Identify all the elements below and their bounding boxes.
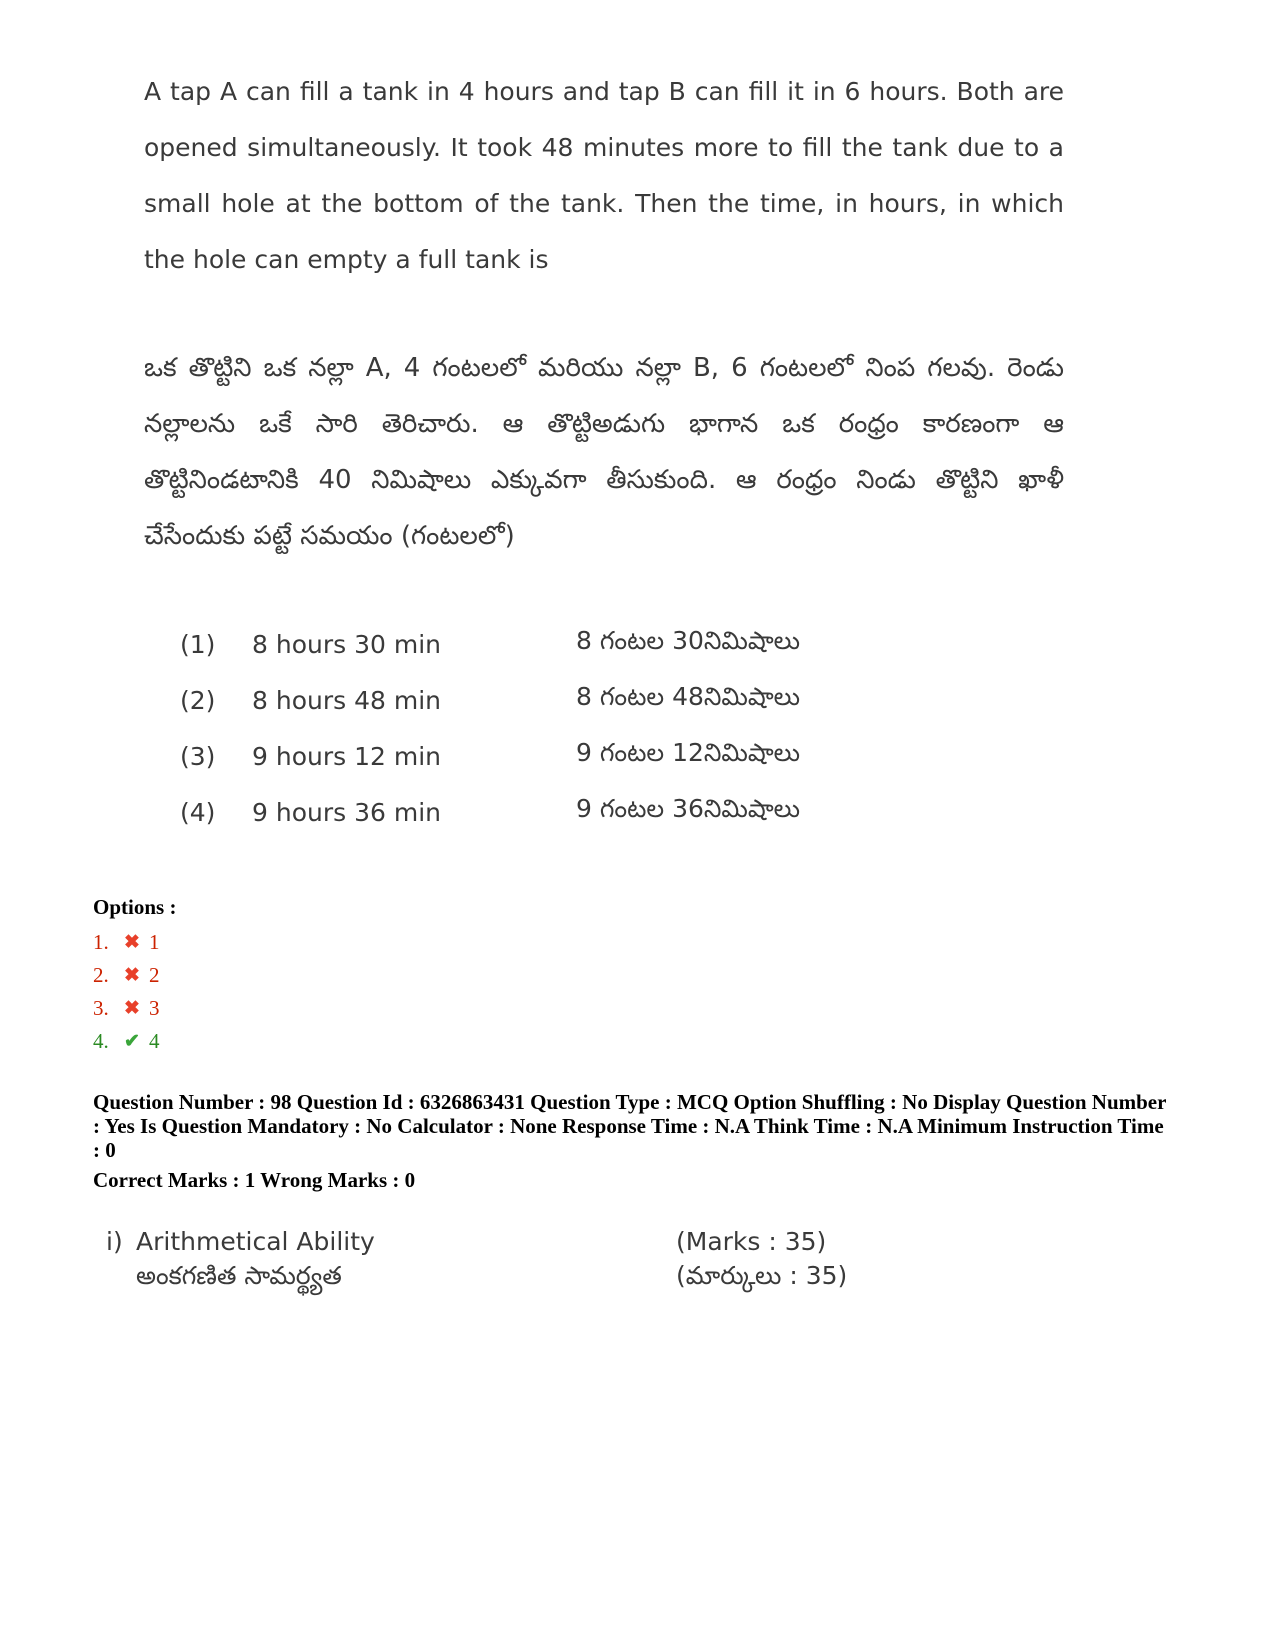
section-row-telugu	[106, 1260, 926, 1298]
question-text-english: A tap A can fill a tank in 4 hours and tap B can fill it in 6 hours. Both are opened simultaneously. It took 48 minutes more to fill the tank due to a small hole at the bottom of the tank. Then the time, in hours, in which the hole can empty a full tank is	[144, 77, 1064, 274]
question-text-telugu: ఒక తొట్టిని ఒక నల్లా A, 4 గంటలలో మరియు నల్లా B, 6 గంటలలో నింప గలవు. రెండు నల్లాలను ఒకే సారి తెరిచారు. ఆ తొట్టిఅడుగు భాగాన ఒక రంధ్రం కారణంగా ఆ తొట్టినిండటానికి 40 నిమిషాలు ఎక్కువగా తీసుకుంది. ఆ రంధ్రం నిండు తొట్టిని ఖాళీ చేసేందుకు పట్టే సమయం (గంటలలో)	[144, 353, 1064, 551]
option-value: 4	[149, 1029, 160, 1053]
section-prefix: i)	[106, 1226, 123, 1256]
choice-text-telugu: 9 గంటల 36నిమిషాలు	[576, 794, 801, 823]
choice-text-english: 9 hours 12 min	[252, 741, 441, 771]
option-index: 3.	[93, 996, 109, 1020]
section-title-block	[106, 1261, 676, 1297]
checkmark-icon: ✔	[124, 1031, 140, 1052]
cross-icon: ✖	[124, 932, 140, 953]
option-1	[93, 926, 160, 959]
choice-text-english: 8 hours 48 min	[252, 685, 441, 715]
choice-row-1	[180, 616, 940, 672]
choice-number: (1)	[180, 629, 216, 659]
choice-number: (3)	[180, 741, 216, 771]
marks-info: Correct Marks : 1 Wrong Marks : 0	[93, 1168, 416, 1192]
option-value: 3	[149, 996, 160, 1020]
option-value: 1	[149, 930, 160, 954]
choice-row-2	[180, 672, 940, 728]
section-marks-telugu: (మార్కులు : 35)	[676, 1261, 848, 1290]
section-title-telugu: అంకగణిత సామర్థ్యత	[136, 1261, 342, 1290]
section-title-english: Arithmetical Ability	[136, 1226, 375, 1256]
section-marks-english: (Marks : 35)	[676, 1226, 827, 1256]
question-metadata: Question Number : 98 Question Id : 6326863431 Question Type : MCQ Option Shuffling : No Display Question Number : Yes Is Question Mandatory : No Calculator : None Response Time : N.A Think Time : N.A Minimum Instruction Time : 0	[93, 1090, 1167, 1162]
choice-text-english: 8 hours 30 min	[252, 629, 441, 659]
choice-row-4	[180, 784, 940, 840]
option-4	[93, 1025, 160, 1058]
option-index: 1.	[93, 930, 109, 954]
options-list	[93, 926, 160, 1058]
option-3	[93, 992, 160, 1025]
section-header	[106, 1222, 926, 1298]
answer-choices	[180, 616, 940, 840]
option-value: 2	[149, 963, 160, 987]
choice-text-english: 9 hours 36 min	[252, 797, 441, 827]
choice-text-telugu: 8 గంటల 48నిమిషాలు	[576, 682, 801, 711]
section-row-english	[106, 1222, 926, 1260]
choice-number: (4)	[180, 797, 216, 827]
option-2	[93, 959, 160, 992]
cross-icon: ✖	[124, 998, 140, 1019]
option-index: 4.	[93, 1029, 109, 1053]
choice-row-3	[180, 728, 940, 784]
section-title-block	[106, 1227, 676, 1256]
cross-icon: ✖	[124, 965, 140, 986]
option-index: 2.	[93, 963, 109, 987]
choice-number: (2)	[180, 685, 216, 715]
choice-text-telugu: 9 గంటల 12నిమిషాలు	[576, 738, 801, 767]
options-heading: Options :	[93, 895, 177, 919]
choice-text-telugu: 8 గంటల 30నిమిషాలు	[576, 626, 801, 655]
